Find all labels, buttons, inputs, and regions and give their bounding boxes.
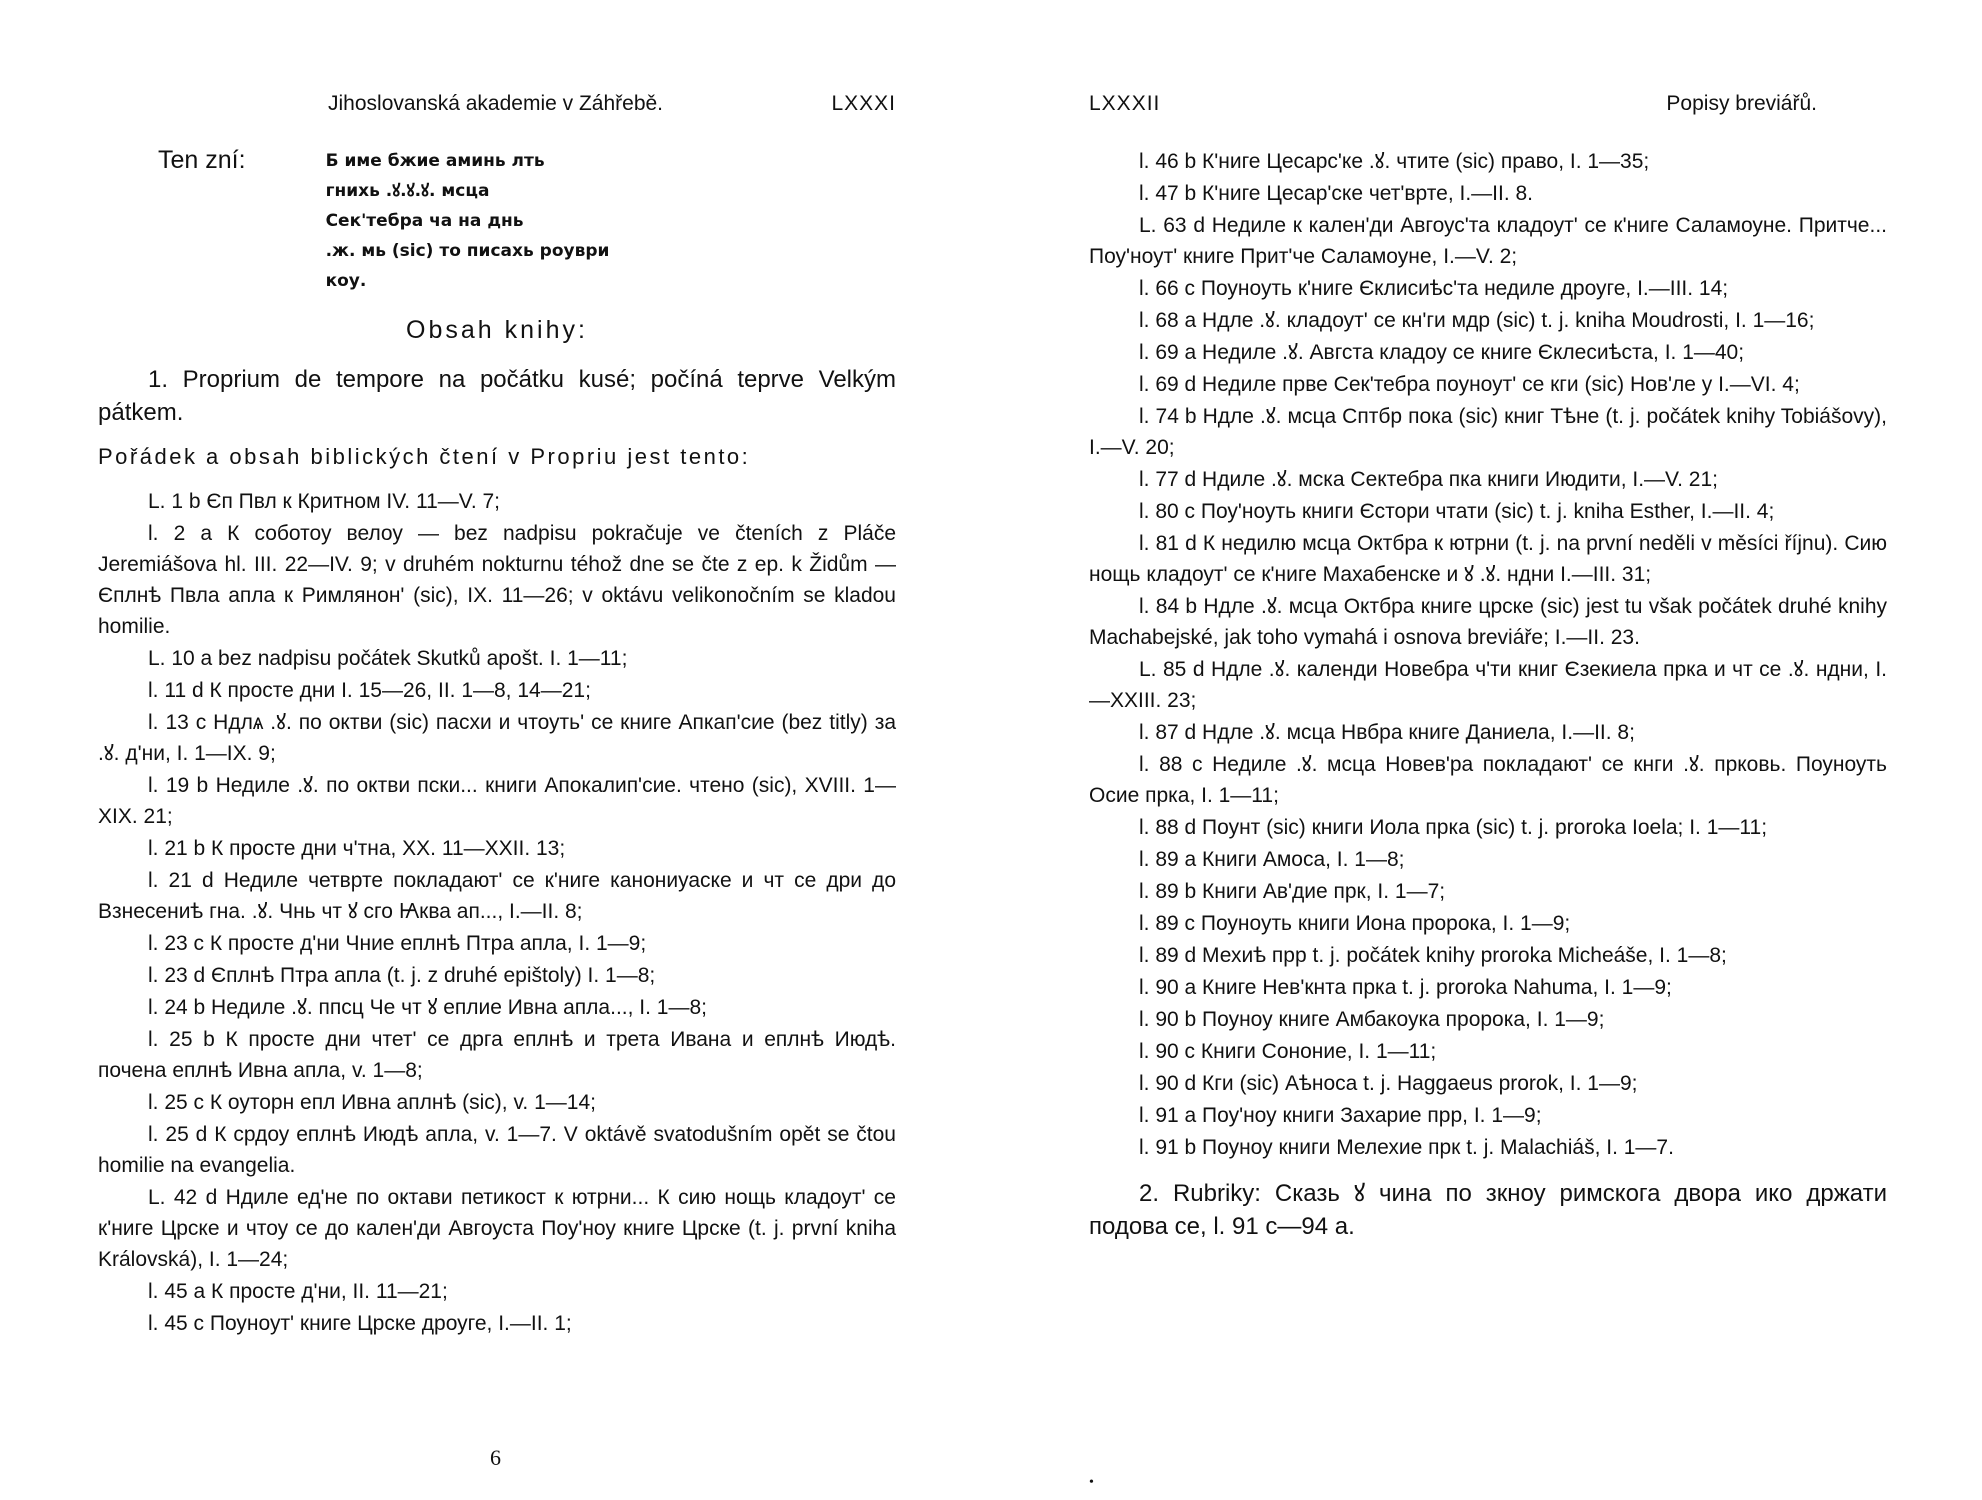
paragraph: 1. Proprium de tempore na počátku kusé; počíná teprve Velkým pátkem.: [98, 366, 896, 426]
right-page: [991, 0, 1982, 1500]
reading-entry: l. 25 b К просте дни чтет' се дрга еплнѣ и трета Ивана и еплнѣ Июдѣ. почена еплнѣ Ивна апла, v. 1—8;: [98, 1028, 896, 1082]
reading-entry: l. 74 b Ндле .ꙋ. мсца Сптбр пока (sic) книг Тѣне (t. j. počátek knihy Tobiášovy), I.—V. 20;: [1089, 405, 1887, 459]
running-head: [98, 92, 896, 116]
reading-entry: l. 91 a Поу'ноу книги Захарие прр, I. 1—9;: [1139, 1104, 1542, 1127]
reading-list: [1089, 146, 1887, 1163]
folio: LXXXI: [831, 92, 896, 115]
reading-entry: l. 45 a К просте д'ни, II. 11—21;: [148, 1280, 448, 1303]
reading-entry: l. 90 a Книге Нев'кнта прка t. j. proroka Nahuma, I. 1—9;: [1139, 976, 1672, 999]
reading-entry: l. 77 d Ндиле .ꙋ. мска Сектебра пка книги Июдити, I.—V. 21;: [1139, 468, 1718, 491]
reading-entry: l. 68 a Ндле .ꙋ. кладоут' се кн'ги мдр (sic) t. j. kniha Moudrosti, I. 1—16;: [1139, 309, 1815, 332]
running-title: Jihoslovanská akademie v Záhřebě.: [328, 92, 664, 115]
reading-entry: L. 10 a bez nadpisu počátek Skutků apošt. I. 1—11;: [148, 647, 628, 670]
reading-entry: l. 47 b К'ниге Цесар'ске чет'врте, I.—II. 8.: [1139, 182, 1534, 205]
reading-entry: L. 63 d Недиле к кален'ди Авгоус'та кладоут' се к'ниге Саламоуне. Притче... Поу'ноут' книге Прит'че Саламоуне, I.—V. 2;: [1089, 214, 1887, 268]
reading-entry: l. 90 b Поуноу книге Амбакоука пророка, I. 1—9;: [1139, 1008, 1605, 1031]
reading-entry: l. 89 c Поуноуть книги Иона пророка, I. 1—9;: [1139, 912, 1571, 935]
running-title: Popisy breviářů.: [1666, 92, 1817, 115]
reading-entry: l. 13 c Ндлѧ .ꙋ. по октви (sic) пасхи и чтоуть' се книге Апкап'сие (bez titly) за .ꙋ. д'ни, I. 1—IX. 9;: [98, 711, 896, 765]
reading-list: [98, 486, 896, 1339]
reading-entry: l. 25 d К срдоу еплнѣ Июдѣ апла, v. 1—7. V oktávě svatodušním opět se čtou homilie na evangelia.: [98, 1123, 896, 1177]
reading-entry: l. 69 a Недиле .ꙋ. Авгста кладоу се книге Єклесиѣста, I. 1—40;: [1139, 341, 1745, 364]
reading-entry: l. 2 a К соботоу велоу — bez nadpisu pokračuje ve čteních z Pláče Jeremiášova hl. III. 22—IV. 9; v druhém nokturnu téhož dne se čte z ep. k Židům — Єплнѣ Пвла апла к Римлянон' (sic), IX. 11—26; v oktávu velikonočním se kladou homilie.: [98, 522, 896, 638]
opening-quote-block: [158, 146, 896, 296]
reading-entry: l. 91 b Поуноу книги Мелехие прк t. j. Malachiáš, I. 1—7.: [1139, 1136, 1674, 1159]
running-head: [1089, 92, 1887, 116]
section-title: Obsah knihy:: [406, 316, 588, 344]
reading-entry: l. 89 a Книги Амоса, I. 1—8;: [1139, 848, 1405, 871]
quote-line: гнихь .ꙋ.ꙋ.ꙋ. мсца: [325, 181, 490, 201]
reading-entry: l. 89 d Мехиѣ прр t. j. počátek knihy proroka Micheáše, I. 1—8;: [1139, 944, 1727, 967]
reading-entry: l. 90 d Кги (sic) Аѣноса t. j. Haggaeus prorok, I. 1—9;: [1139, 1072, 1638, 1095]
reading-entry: l. 19 b Недиле .ꙋ. по октви пски... книги Апокалип'сие. чтено (sic), XVIII. 1—XIX. 21;: [98, 774, 896, 828]
ink-dot: •: [1089, 1475, 1094, 1490]
paragraph-rubriky: 2. Rubriky: Сказь ꙋ чина по зкноу римскога двора ико држати подова се, l. 91 c—94 a.: [1089, 1180, 1887, 1240]
reading-entry: l. 88 c Недиле .ꙋ. мсца Новев'ра покладают' се кнги .ꙋ. прковь. Поуноуть Осие прка, I. 1—11;: [1089, 753, 1887, 807]
reading-entry: l. 89 b Книги Ав'дие прк, I. 1—7;: [1139, 880, 1446, 903]
reading-entry: l. 24 b Недиле .ꙋ. ппсц Че чт ꙋ еплие Ивна апла..., I. 1—8;: [148, 996, 707, 1019]
reading-entry: l. 23 c К просте д'ни Чние еплнѣ Птра апла, I. 1—9;: [148, 932, 647, 955]
reading-entry: l. 21 d Недиле четврте покладают' се к'ниге канониуаске и чт се дри до Взнесениѣ гна. .ꙋ. Чнь чт ꙋ сго Ꙗква ап..., I.—II. 8;: [98, 869, 896, 923]
reading-entry: l. 66 c Поуноуть к'ниге Єклисиѣс'та недиле дроуге, I.—III. 14;: [1139, 277, 1729, 300]
reading-entry: l. 11 d К просте дни I. 15—26, II. 1—8, 14—21;: [148, 679, 591, 702]
page-number: 6: [490, 1445, 501, 1470]
reading-entry: l. 88 d Поунт (sic) книги Иола прка (sic) t. j. proroka Ioela; I. 1—11;: [1139, 816, 1768, 839]
reading-entry: l. 21 b К просте дни ч'тна, XX. 11—XXII. 13;: [148, 837, 566, 860]
reading-entry: l. 45 c Поуноут' книге Црске дроуге, I.—II. 1;: [148, 1312, 572, 1335]
reading-entry: L. 42 d Ндиле ед'не по октави петикост к ютрни... К сию нощь кладоут' се к'ниге Црске и чтоу се до кален'ди Авгоуста Поу'ноу книге Црске (t. j. první kniha Královská), I. 1—24;: [98, 1186, 896, 1271]
reading-entry: l. 81 d К недилю мсца Октбра к ютрни (t. j. na první neděli v měsíci říjnu). Сию нощь кладоут' се к'ниге Махабенске и ꙋ .ꙋ. ндни I.—III. 31;: [1089, 532, 1887, 586]
opening-label: Ten zní:: [158, 146, 246, 174]
reading-entry: l. 23 d Єплнѣ Птра апла (t. j. z druhé epištoly) I. 1—8;: [148, 964, 656, 987]
quote-line: коу.: [325, 271, 367, 291]
reading-entry: l. 46 b К'ниге Цесарс'ке .ꙋ. чтите (sic) право, I. 1—35;: [1139, 150, 1650, 173]
reading-entry: L. 1 b Єп Пвл к Критном IV. 11—V. 7;: [148, 490, 501, 513]
reading-entry: l. 84 b Ндле .ꙋ. мсца Октбра книге црске (sic) jest tu však počátek druhé knihy Machabejské, jak toho vymahá i osnova breviáře; I.—II. 23.: [1089, 595, 1887, 649]
glagolitic-quote: [326, 146, 610, 296]
paragraph-spaced: Pořádek a obsah biblických čtení v Propriu jest tento:: [98, 444, 751, 469]
quote-line: .ж. мь (sic) то писахь роуври: [325, 241, 610, 261]
reading-entry: l. 69 d Недиле прве Сек'тебра поуноут' се кги (sic) Нов'ле у I.—VI. 4;: [1139, 373, 1800, 396]
quote-line: Сек'тебра ча на днь: [325, 211, 524, 231]
reading-entry: l. 25 c К оуторн епл Ивна аплнѣ (sic), v. 1—14;: [148, 1091, 596, 1114]
reading-entry: l. 87 d Ндле .ꙋ. мсца Нвбра книге Даниела, I.—II. 8;: [1139, 721, 1635, 744]
quote-line: Б име бжие аминь лть: [325, 151, 545, 171]
folio: LXXXII: [1089, 92, 1161, 115]
reading-entry: l. 80 c Поу'ноуть книги Єстори чтати (sic) t. j. kniha Esther, I.—II. 4;: [1139, 500, 1775, 523]
reading-entry: L. 85 d Ндле .ꙋ. календи Новебра ч'ти книг Єзекиела прка и чт се .ꙋ. ндни, I.—XXIII. 23;: [1089, 658, 1887, 712]
reading-entry: l. 90 c Книги Сононие, I. 1—11;: [1139, 1040, 1437, 1063]
